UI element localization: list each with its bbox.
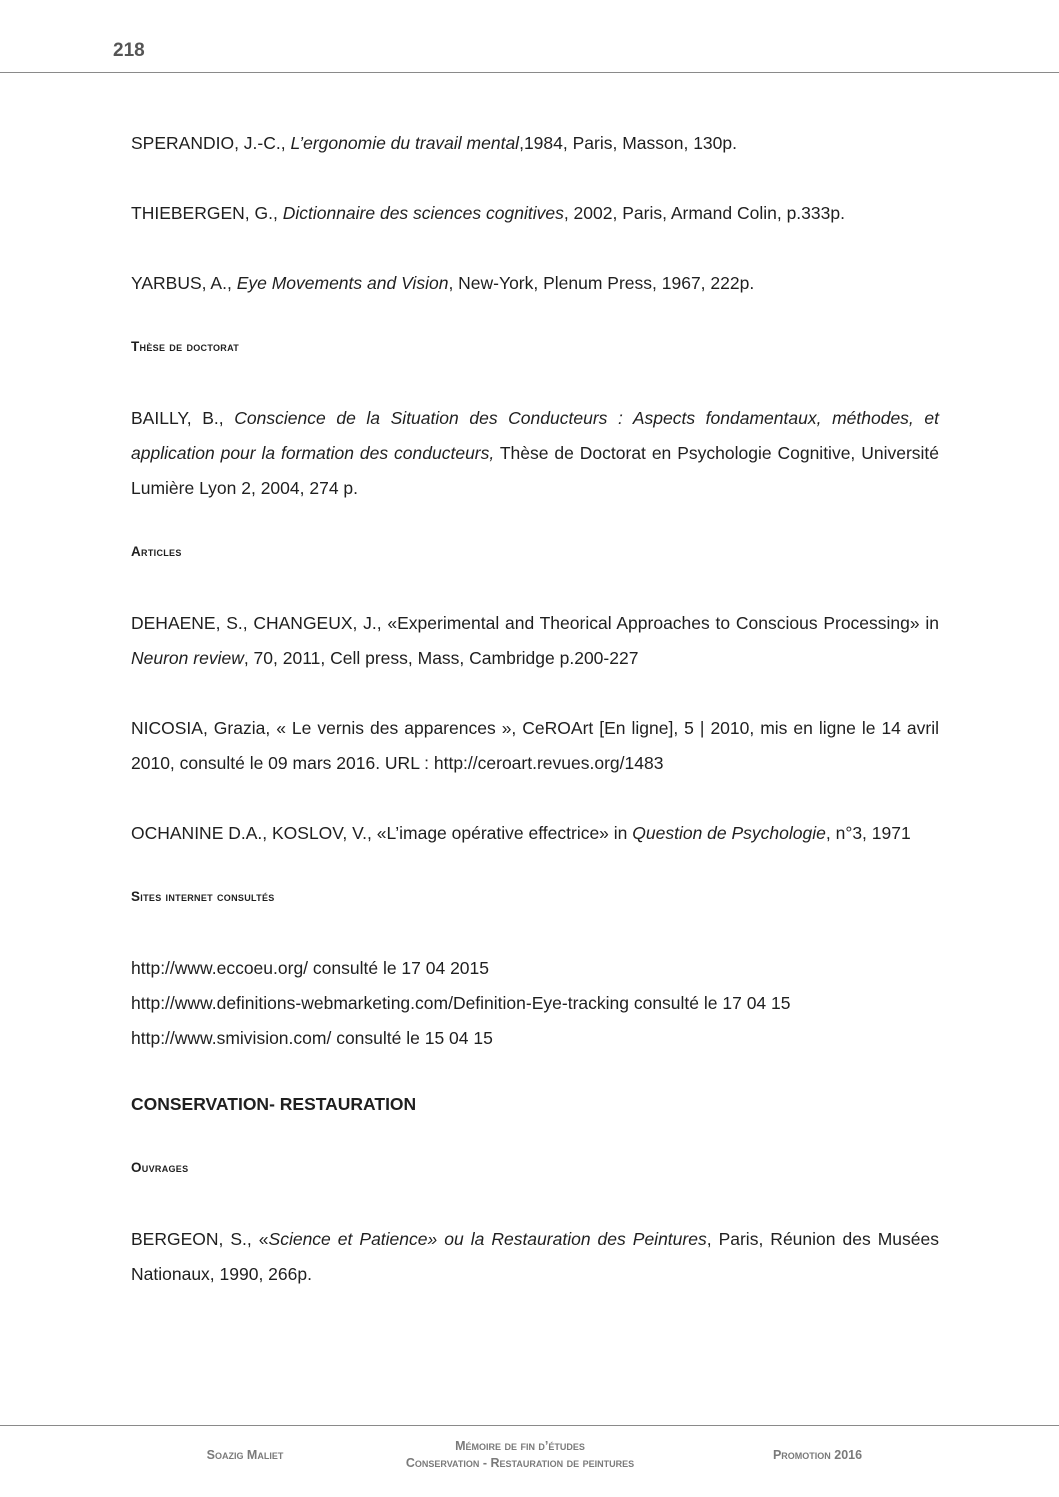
header-divider: [0, 72, 1059, 73]
subheading-articles: Articles: [131, 544, 182, 559]
reference-entry: [131, 606, 939, 676]
reference-entry: [131, 266, 939, 301]
reference-authors: SPERANDIO, J.-C.,: [131, 133, 291, 153]
reference-authors: YARBUS, A.,: [131, 273, 237, 293]
reference-text: NICOSIA, Grazia, « Le vernis des apparences », CeROArt [En ligne], 5 | 2010, mis en ligne le 14 avril 2010, consulté le 09 mars 2016. URL : http://ceroart.revues.org/1483: [131, 718, 939, 773]
footer-divider: [0, 1425, 1059, 1426]
reference-entry: [131, 1222, 939, 1292]
subheading-ouvrages: Ouvrages: [131, 1160, 189, 1175]
reference-authors: BERGEON, S., «: [131, 1229, 269, 1249]
reference-details: , 2002, Paris, Armand Colin, p.333p.: [563, 203, 845, 223]
subheading-sites: Sites internet consultés: [131, 889, 275, 904]
reference-title: Question de Psychologie: [632, 823, 826, 843]
reference-authors: THIEBERGEN, G.,: [131, 203, 283, 223]
reference-details: , n°3, 1971: [825, 823, 911, 843]
footer-memoire-line2: Conservation - Restauration de peintures: [405, 1456, 635, 1470]
reference-title: Neuron review: [131, 648, 244, 668]
subheading-these: Thèse de doctorat: [131, 339, 240, 354]
reference-entry: [131, 196, 939, 231]
page-number: 218: [113, 40, 145, 61]
reference-authors: BAILLY, B.,: [131, 408, 235, 428]
reference-details: , New-York, Plenum Press, 1967, 222p.: [448, 273, 755, 293]
reference-title: L’ergonomie du travail mental: [290, 133, 520, 153]
reference-title: Eye Movements and Vision: [236, 273, 449, 293]
reference-entry: [131, 126, 939, 161]
reference-entry: [131, 711, 939, 781]
url-list: [131, 951, 939, 1056]
url-entry: http://www.definitions-webmarketing.com/Definition-Eye-tracking consulté le 17 04 15: [131, 993, 791, 1013]
reference-details: ,1984, Paris, Masson, 130p.: [519, 133, 737, 153]
footer-author: Soazig Maliet: [206, 1448, 284, 1462]
reference-title: Dictionnaire des sciences cognitives: [282, 203, 564, 223]
bibliography-content: [131, 126, 939, 1327]
section-title: CONSERVATION- RESTAURATION: [131, 1094, 417, 1114]
footer-memoire: [350, 1438, 690, 1472]
reference-details: , Paris, Réunion des Musées Nationaux, 1990, 266p.: [131, 1229, 939, 1284]
reference-authors: OCHANINE D.A., KOSLOV, V., «L’image opérative effectrice» in: [131, 823, 633, 843]
reference-title: Conscience de la Situation des Conducteurs : Aspects fondamentaux, méthodes, et application pour la formation des conducteurs,: [131, 408, 939, 463]
reference-details: , 70, 2011, Cell press, Mass, Cambridge p.200-227: [243, 648, 639, 668]
reference-entry: [131, 816, 939, 851]
reference-entry: [131, 401, 939, 506]
reference-details: Thèse de Doctorat en Psychologie Cognitive, Université Lumière Lyon 2, 2004, 274 p.: [131, 443, 940, 498]
url-entry: http://www.eccoeu.org/ consulté le 17 04 2015: [131, 958, 490, 978]
footer-promotion: Promotion 2016: [772, 1448, 863, 1462]
reference-title: Science et Patience» ou la Restauration des Peintures: [268, 1229, 707, 1249]
url-entry: http://www.smivision.com/ consulté le 15 04 15: [131, 1028, 493, 1048]
footer-memoire-line1: Mémoire de fin d’études: [455, 1439, 585, 1453]
reference-authors: DEHAENE, S., CHANGEUX, J., «Experimental and Theorical Approaches to Conscious Processing» in: [131, 613, 939, 633]
